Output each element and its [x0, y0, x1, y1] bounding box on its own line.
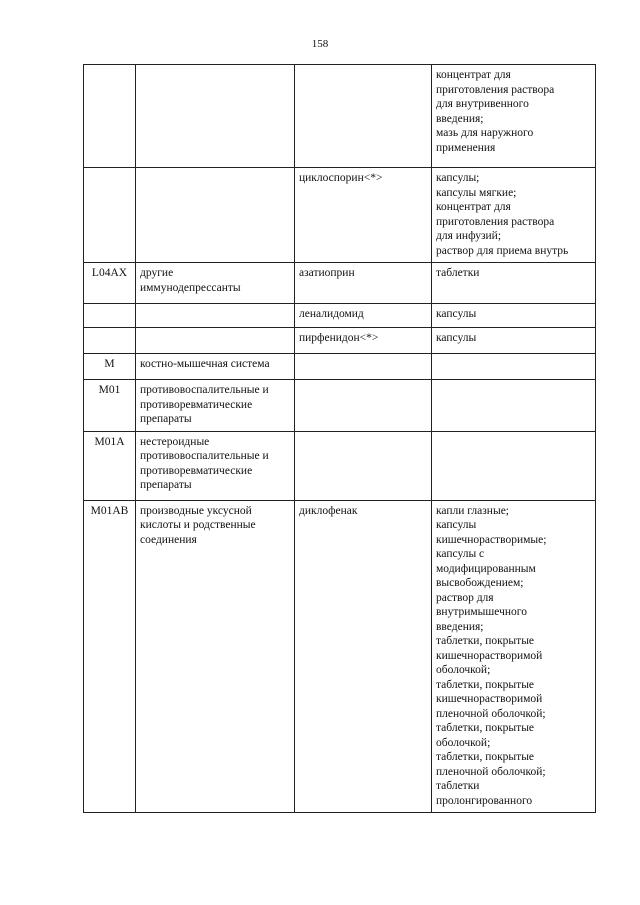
dosage-form-cell [432, 500, 596, 813]
dosage-form-line: капли глазные; [436, 504, 509, 517]
atc-code-cell [84, 304, 136, 328]
drug-name-cell: циклоспорин<*> [295, 168, 432, 263]
table-body [84, 65, 596, 813]
drug-name-cell [295, 380, 432, 432]
dosage-form-line: оболочкой; [436, 664, 491, 676]
atc-code-cell [84, 65, 136, 168]
atc-code-cell: M01 [84, 380, 136, 432]
anatomical-group-cell [136, 500, 295, 813]
dosage-form-cell [432, 380, 596, 432]
anatomical-group-cell [136, 354, 295, 380]
dosage-form-line: применения [436, 141, 496, 154]
group-line: другие [140, 267, 174, 279]
drug-name-cell: диклофенак [295, 500, 432, 813]
dosage-form-line: введения; [436, 112, 484, 125]
dosage-form-line: кишечнорастворимой [436, 649, 543, 662]
anatomical-group-cell [136, 168, 295, 263]
dosage-form-line: оболочкой; [436, 736, 491, 749]
dosage-form-cell [432, 168, 596, 263]
dosage-form-line: кишечнорастворимые; [436, 533, 547, 546]
atc-code-cell: L04AX [84, 263, 136, 304]
atc-code-cell: M [84, 354, 136, 380]
dosage-form-cell [432, 328, 596, 354]
dosage-form-line: капсулы; [436, 172, 480, 184]
atc-code-cell: M01A [84, 431, 136, 500]
group-line: препараты [140, 413, 192, 425]
group-line: производные уксусной [140, 504, 252, 517]
dosage-form-cell [432, 65, 596, 168]
group-line: иммунодепрессанты [140, 281, 241, 294]
dosage-form-line: капсулы мягкие; [436, 186, 517, 199]
group-line: противовоспалительные и [140, 450, 269, 462]
group-line: противоревматические [140, 398, 253, 411]
dosage-form-line: приготовления раствора [436, 83, 555, 96]
drug-table [83, 64, 596, 813]
dosage-form-line: капсулы [436, 308, 477, 320]
group-line: противовоспалительные и [140, 384, 269, 396]
dosage-form-line: пролонгированного [436, 794, 533, 807]
drug-name-cell [295, 431, 432, 500]
dosage-form-line: высвобождением; [436, 577, 524, 589]
group-line: кислоты и родственные [140, 519, 256, 531]
anatomical-group-cell [136, 263, 295, 304]
dosage-form-line: таблетки [436, 267, 480, 279]
dosage-form-line: пленочной оболочкой; [436, 707, 546, 720]
anatomical-group-cell [136, 65, 295, 168]
dosage-form-line: таблетки, покрытые [436, 751, 535, 763]
dosage-form-line: введения; [436, 620, 484, 633]
dosage-form-cell [432, 354, 596, 380]
drug-name-cell: пирфенидон<*> [295, 328, 432, 354]
dosage-form-line: мазь для наружного [436, 127, 534, 139]
table-row [84, 168, 596, 263]
anatomical-group-cell [136, 431, 295, 500]
dosage-form-line: капсулы [436, 332, 477, 344]
atc-code-cell [84, 328, 136, 354]
table-row [84, 500, 596, 813]
dosage-form-line: таблетки, покрытые [436, 678, 535, 691]
dosage-form-line: кишечнорастворимой [436, 693, 543, 705]
drug-name-cell: азатиоприн [295, 263, 432, 304]
dosage-form-line: таблетки, покрытые [436, 722, 535, 734]
dosage-form-line: концентрат для [436, 201, 511, 213]
group-line: костно-мышечная система [140, 358, 270, 370]
dosage-form-line: капсулы [436, 519, 477, 531]
dosage-form-cell [432, 304, 596, 328]
table-row [84, 65, 596, 168]
group-line: противоревматические [140, 464, 253, 477]
group-line: препараты [140, 479, 192, 491]
table-row [84, 328, 596, 354]
group-line: соединения [140, 533, 197, 546]
dosage-form-line: приготовления раствора [436, 215, 555, 228]
group-line: нестероидные [140, 435, 210, 448]
drug-name-cell: леналидомид [295, 304, 432, 328]
page-number: 158 [311, 38, 329, 50]
table-row [84, 431, 596, 500]
dosage-form-line: пленочной оболочкой; [436, 765, 546, 778]
dosage-form-line: модифицированным [436, 562, 536, 575]
dosage-form-line: таблетки, покрытые [436, 635, 535, 647]
dosage-form-cell [432, 263, 596, 304]
dosage-form-line: для инфузий; [436, 230, 502, 242]
anatomical-group-cell [136, 328, 295, 354]
dosage-form-line: капсулы с [436, 548, 485, 560]
dosage-form-line: внутримышечного [436, 606, 527, 618]
dosage-form-line: таблетки [436, 780, 480, 792]
drug-name-cell [295, 354, 432, 380]
dosage-form-line: концентрат для [436, 69, 511, 81]
anatomical-group-cell [136, 304, 295, 328]
dosage-form-line: для внутривенного [436, 98, 529, 110]
dosage-form-line: раствор для [436, 591, 494, 604]
table-row [84, 304, 596, 328]
table-row [84, 380, 596, 432]
atc-code-cell [84, 168, 136, 263]
table-row [84, 354, 596, 380]
atc-code-cell: M01AB [84, 500, 136, 813]
dosage-form-cell [432, 431, 596, 500]
drug-name-cell [295, 65, 432, 168]
dosage-form-line: раствор для приема внутрь [436, 244, 569, 257]
anatomical-group-cell [136, 380, 295, 432]
table-row [84, 263, 596, 304]
